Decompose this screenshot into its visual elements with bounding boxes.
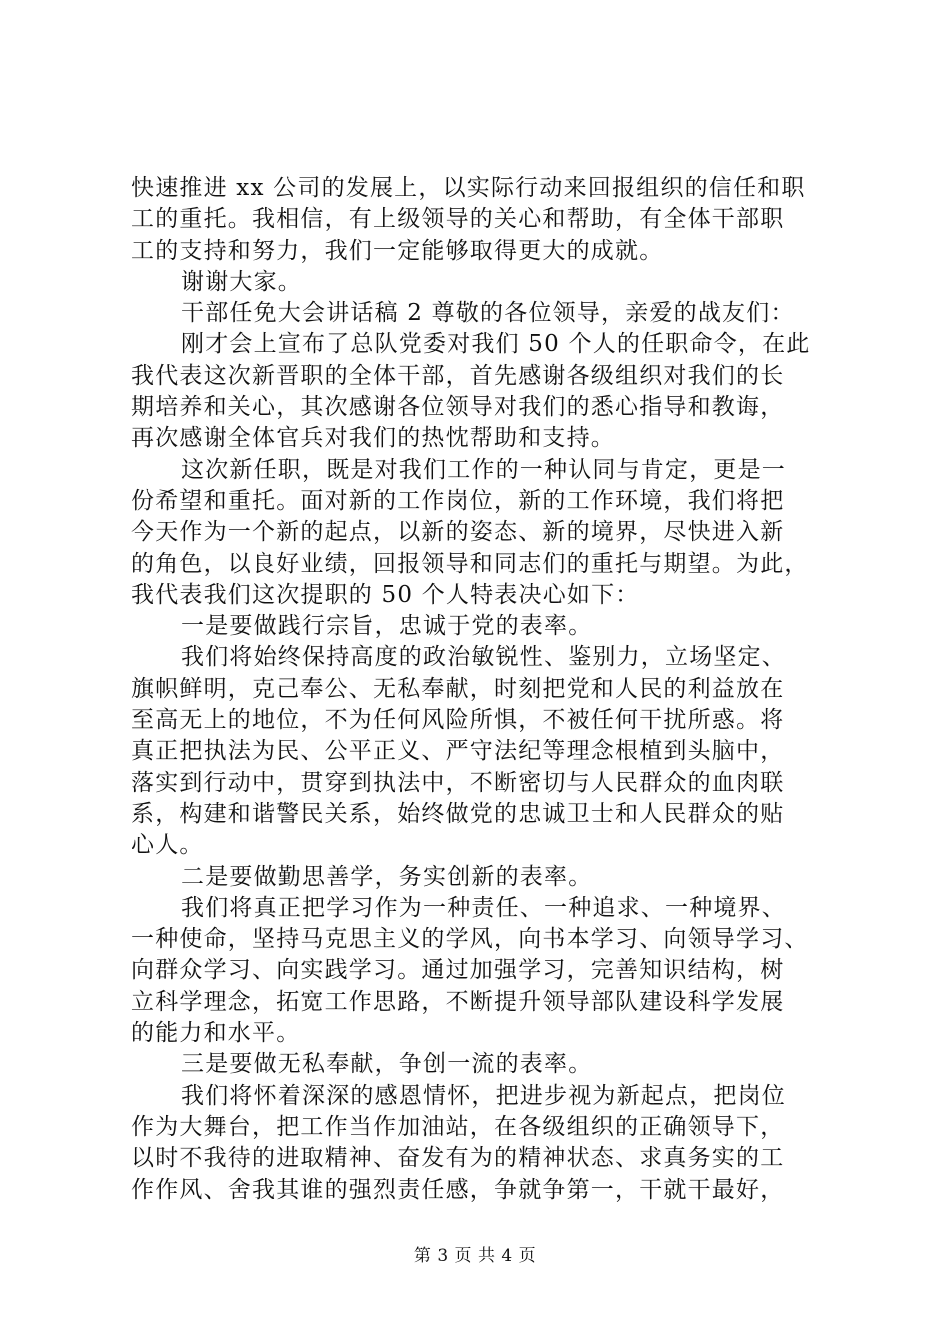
text-line: 期培养和关心，其次感谢各位领导对我们的悉心指导和教诲，	[131, 394, 785, 421]
page-footer: 第 3 页 共 4 页	[413, 1246, 537, 1266]
text-line: 我代表我们这次提职的 50 个人特表决心如下：	[131, 581, 640, 608]
text-line: 旗帜鲜明，克己奉公、无私奉献，时刻把党和人民的利益放在	[131, 675, 785, 702]
text-line: 作为大舞台，把工作当作加油站，在各级组织的正确领导下，	[131, 1113, 785, 1140]
text-line: 工的重托。我相信，有上级领导的关心和帮助，有全体干部职	[131, 206, 785, 233]
text-line: 今天作为一个新的起点，以新的姿态、新的境界，尽快进入新	[131, 519, 785, 546]
text-line: 一种使命，坚持马克思主义的学风，向书本学习、向领导学习、	[131, 926, 809, 953]
text-line: 我们将怀着深深的感恩情怀，把进步视为新起点，把岗位	[181, 1082, 786, 1109]
text-line: 以时不我待的进取精神、奋发有为的精神状态、求真务实的工	[131, 1145, 785, 1172]
text-line: 份希望和重托。面对新的工作岗位，新的工作环境，我们将把	[131, 487, 785, 514]
text-line: 我们将始终保持高度的政治敏锐性、鉴别力，立场坚定、	[181, 644, 786, 671]
text-line: 干部任免大会讲话稿 2 尊敬的各位领导，亲爱的战友们：	[181, 300, 795, 327]
text-line: 谢谢大家。	[181, 268, 302, 295]
text-line: 刚才会上宣布了总队党委对我们 50 个人的任职命令，在此	[181, 331, 811, 358]
text-line: 我代表这次新晋职的全体干部，首先感谢各级组织对我们的长	[131, 362, 785, 389]
text-line: 心人。	[131, 832, 204, 859]
text-line: 这次新任职，既是对我们工作的一种认同与肯定，更是一	[181, 456, 786, 483]
document-body	[131, 173, 831, 1206]
text-line: 的角色，以良好业绩，回报领导和同志们的重托与期望。为此，	[131, 550, 809, 577]
text-line: 立科学理念，拓宽工作思路，不断提升领导部队建设科学发展	[131, 988, 785, 1015]
text-line: 三是要做无私奉献，争创一流的表率。	[181, 1051, 593, 1078]
text-line: 工的支持和努力，我们一定能够取得更大的成就。	[131, 237, 664, 264]
text-line: 向群众学习、向实践学习。通过加强学习，完善知识结构，树	[131, 957, 785, 984]
text-line: 落实到行动中，贯穿到执法中，不断密切与人民群众的血肉联	[131, 769, 785, 796]
text-line: 再次感谢全体官兵对我们的热忱帮助和支持。	[131, 425, 615, 452]
text-line: 快速推进 xx 公司的发展上，以实际行动来回报组织的信任和职	[131, 175, 806, 201]
text-line: 二是要做勤思善学，务实创新的表率。	[181, 863, 593, 890]
text-line: 我们将真正把学习作为一种责任、一种追求、一种境界、	[181, 894, 786, 921]
text-line: 至高无上的地位，不为任何风险所惧，不被任何干扰所惑。将	[131, 707, 785, 734]
text-line: 作作风、舍我其谁的强烈责任感，争就争第一，干就干最好，	[131, 1176, 785, 1203]
text-line: 的能力和水平。	[131, 1020, 301, 1047]
text-line: 一是要做践行宗旨，忠诚于党的表率。	[181, 613, 593, 640]
text-line: 系，构建和谐警民关系，始终做党的忠诚卫士和人民群众的贴	[131, 800, 785, 827]
text-line: 真正把执法为民、公平正义、严守法纪等理念根植到头脑中，	[131, 738, 785, 765]
